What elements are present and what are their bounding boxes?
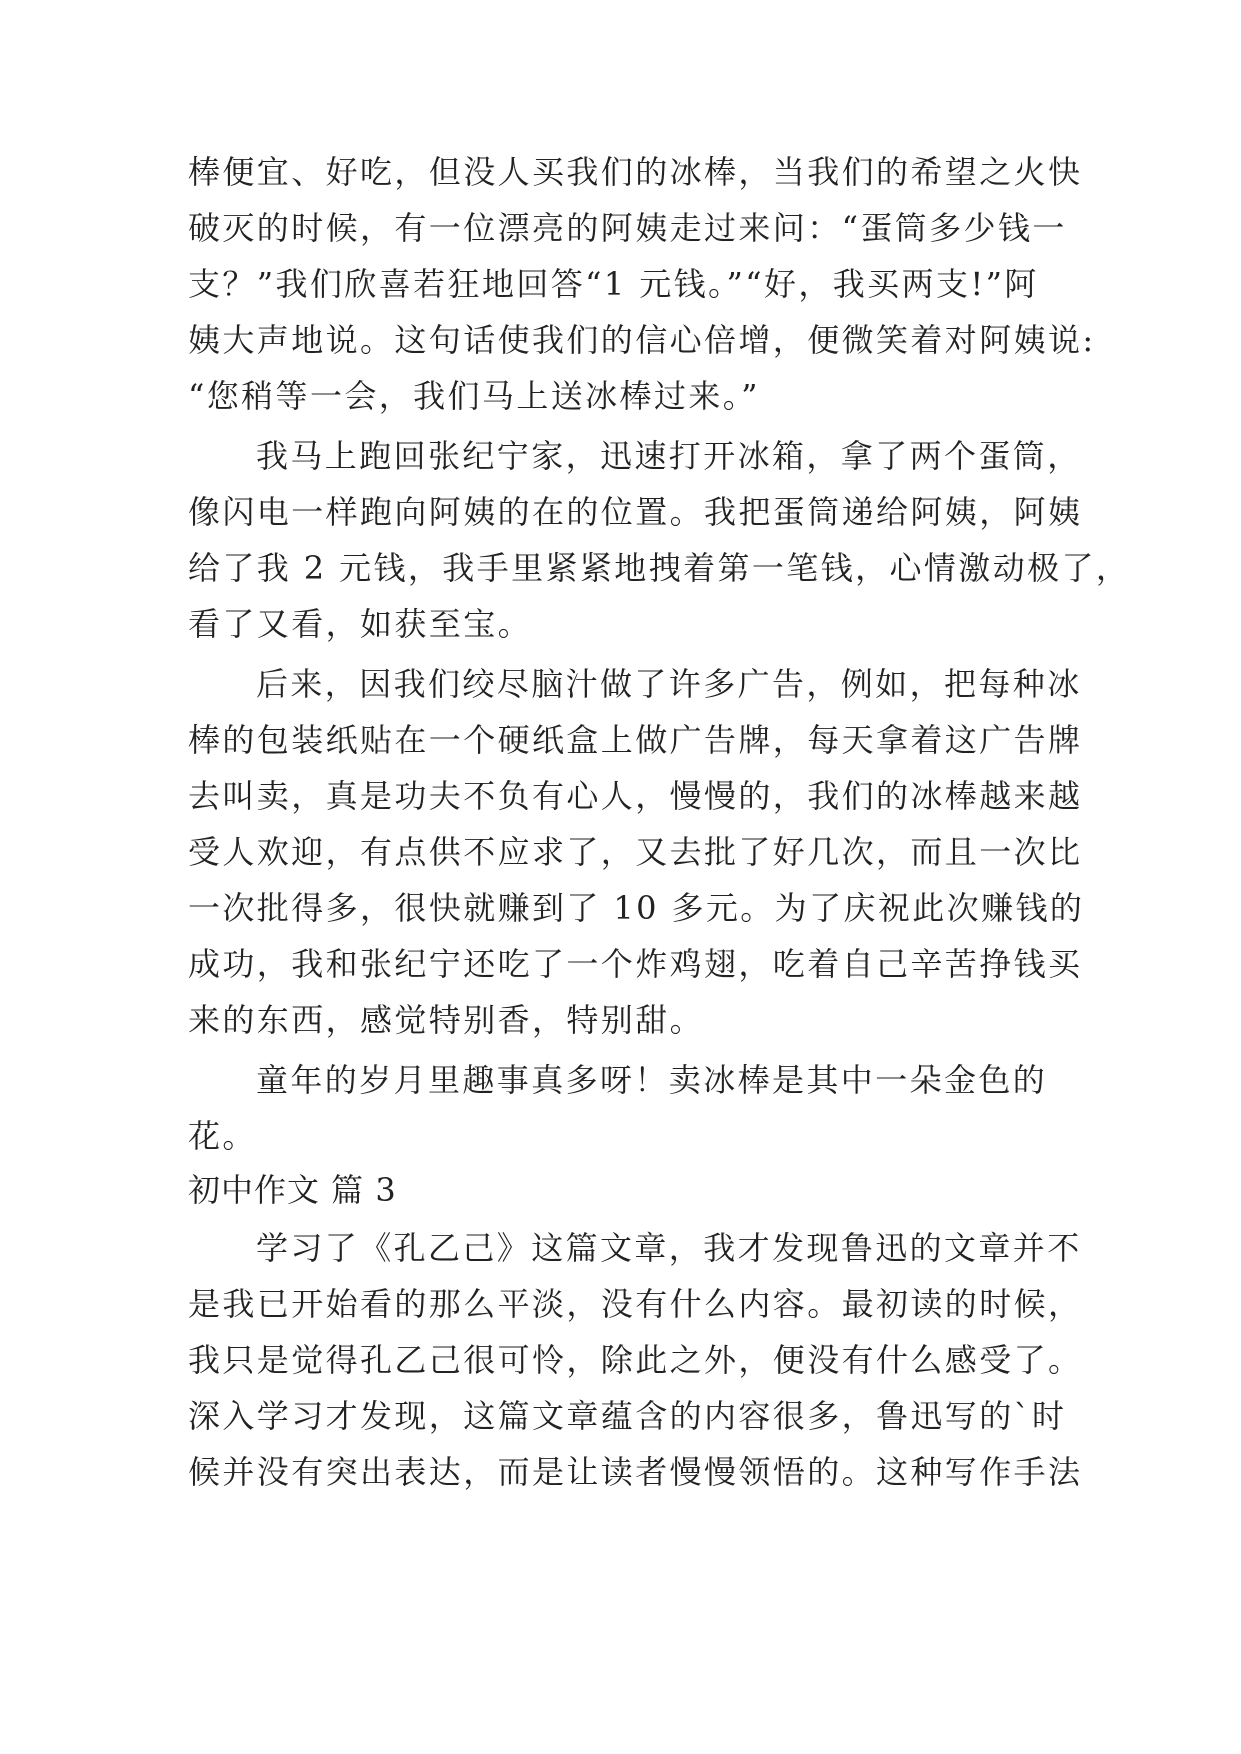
text-line: 成功，我和张纪宁还吃了一个炸鸡翅，吃着自己辛苦挣钱买 [188,945,1083,983]
text-line: 支？”我们欣喜若狂地回答“1 元钱。”“好，我买两支!”阿 [188,265,1039,303]
text-line: 棒的包装纸贴在一个硬纸盒上做广告牌，每天拿着这广告牌 [188,721,1083,759]
text-line: 花。 [188,1117,257,1155]
text-line: 姨大声地说。这句话使我们的信心倍增，便微笑着对阿姨说: [188,321,1096,359]
text-line: 破灭的时候，有一位漂亮的阿姨走过来问：“蛋筒多少钱一 [188,209,1067,247]
paragraph-first-line: 我马上跑回张纪宁家，迅速打开冰箱，拿了两个蛋筒， [256,437,1082,475]
text-line: 是我已开始看的那么平淡，没有什么内容。最初读的时候， [188,1285,1083,1323]
text-line: 深入学习才发现，这篇文章蕴含的内容很多，鲁迅写的`时 [188,1397,1067,1435]
paragraph-first-line: 学习了《孔乙己》这篇文章，我才发现鲁迅的文章并不 [256,1229,1082,1267]
text-line: 我只是觉得孔乙己很可怜，除此之外，便没有什么感受了。 [188,1341,1083,1379]
text-line: 看了又看，如获至宝。 [188,605,533,643]
text-line: 候并没有突出表达，而是让读者慢慢领悟的。这种写作手法 [188,1453,1083,1491]
text-line: 来的东西，感觉特别香，特别甜。 [188,1001,705,1039]
text-line: “您稍等一会，我们马上送冰棒过来。” [188,377,760,415]
text-line: 去叫卖，真是功夫不负有心人，慢慢的，我们的冰棒越来越 [188,777,1083,815]
text-line: 一次批得多，很快就赚到了 10 多元。为了庆祝此次赚钱的 [188,889,1085,927]
text-line: 像闪电一样跑向阿姨的在的位置。我把蛋筒递给阿姨，阿姨 [188,493,1083,531]
paragraph-first-line: 后来，因我们绞尽脑汁做了许多广告，例如，把每种冰 [256,665,1082,703]
section-heading: 初中作文 篇 3 [188,1171,397,1209]
text-line: 受人欢迎，有点供不应求了，又去批了好几次，而且一次比 [188,833,1083,871]
text-line: 给了我 2 元钱，我手里紧紧地拽着第一笔钱，心情激动极了， [188,549,1131,587]
text-line: 棒便宜、好吃，但没人买我们的冰棒，当我们的希望之火快 [188,153,1083,191]
paragraph-first-line: 童年的岁月里趣事真多呀！卖冰棒是其中一朵金色的 [256,1061,1048,1099]
